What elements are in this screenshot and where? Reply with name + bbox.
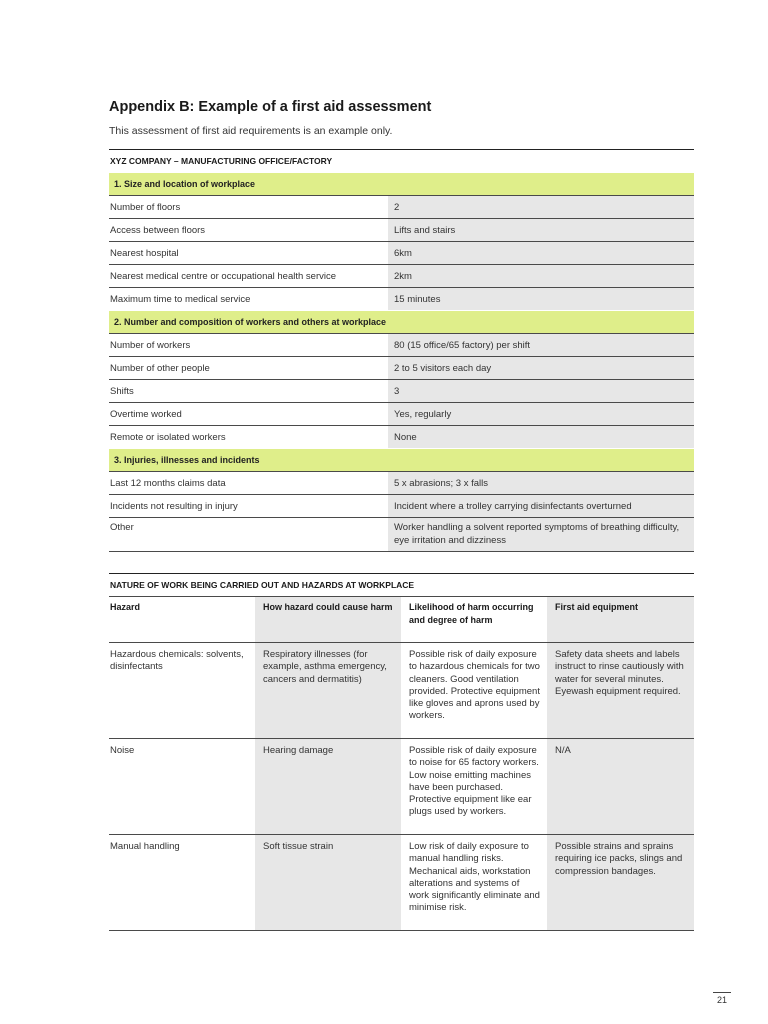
table-row [109,219,694,242]
row-value: 2 [388,196,694,219]
column-header: Hazard [109,597,255,643]
equipment-cell: Safety data sheets and labels instruct to rinse cautiously with water for several minutes. Eyewash equipment required. [547,643,694,739]
row-label: Other [109,518,388,552]
table-row [109,265,694,288]
table-row [109,357,694,380]
table-row [109,495,694,518]
column-header: Likelihood of harm occurring and degree of harm [401,597,547,643]
table-row [109,334,694,357]
row-value: 3 [388,380,694,403]
column-header: First aid equipment [547,597,694,643]
likelihood-cell: Low risk of daily exposure to manual handling risks. Mechanical aids, workstation alterations and systems of work significantly eliminate and minimise risk. [401,835,547,931]
column-header-row [109,597,694,643]
row-label: Incidents not resulting in injury [109,495,388,518]
row-value: 80 (15 office/65 factory) per shift [388,334,694,357]
table-row [109,242,694,265]
table-row [109,643,694,739]
hazard-cell: Manual handling [109,835,255,931]
page-subtitle: This assessment of first aid requirements is an example only. [109,125,393,137]
row-label: Nearest hospital [109,242,388,265]
section-label: 1. Size and location of workplace [109,173,694,196]
hazard-cell: Noise [109,739,255,835]
row-value: 2 to 5 visitors each day [388,357,694,380]
hazards-table [109,573,694,931]
section-row [109,311,694,334]
row-label: Last 12 months claims data [109,472,388,495]
row-value: Worker handling a solvent reported symptoms of breathing difficulty, eye irritation and dizziness [388,518,694,552]
row-value: Incident where a trolley carrying disinfectants overturned [388,495,694,518]
table-heading-row [109,150,694,173]
likelihood-cell: Possible risk of daily exposure to noise for 65 factory workers. Low noise emitting machines have been purchased. Protective equipment like ear plugs used by workers. [401,739,547,835]
section-label: 2. Number and composition of workers and others at workplace [109,311,694,334]
table-row [109,426,694,449]
table-row [109,288,694,311]
equipment-cell: N/A [547,739,694,835]
likelihood-cell: Possible risk of daily exposure to hazardous chemicals for two cleaners. Good ventilation provided. Protective equipment like gloves and aprons used by workers. [401,643,547,739]
row-value: 2km [388,265,694,288]
table-row [109,739,694,835]
row-label: Number of other people [109,357,388,380]
column-header: How hazard could cause harm [255,597,401,643]
table-row [109,518,694,552]
row-value: 6km [388,242,694,265]
hazard-cell: Hazardous chemicals: solvents, disinfectants [109,643,255,739]
harm-cell: Respiratory illnesses (for example, asthma emergency, cancers and dermatitis) [255,643,401,739]
section-label: 3. Injuries, illnesses and incidents [109,449,694,472]
section-row [109,173,694,196]
row-value: 15 minutes [388,288,694,311]
row-label: Nearest medical centre or occupational health service [109,265,388,288]
row-label: Number of workers [109,334,388,357]
table-heading: XYZ COMPANY – MANUFACTURING OFFICE/FACTORY [109,150,694,173]
row-label: Number of floors [109,196,388,219]
equipment-cell: Possible strains and sprains requiring ice packs, slings and compression bandages. [547,835,694,931]
section-row [109,449,694,472]
harm-cell: Hearing damage [255,739,401,835]
row-value: Yes, regularly [388,403,694,426]
page-number: 21 [713,992,731,1005]
table-row [109,380,694,403]
table-row [109,472,694,495]
table-row [109,835,694,931]
row-label: Overtime worked [109,403,388,426]
row-label: Shifts [109,380,388,403]
table-row [109,196,694,219]
row-value: Lifts and stairs [388,219,694,242]
row-value: 5 x abrasions; 3 x falls [388,472,694,495]
harm-cell: Soft tissue strain [255,835,401,931]
table-heading-row [109,574,694,597]
row-label: Access between floors [109,219,388,242]
first-aid-assessment-table [109,149,694,552]
page-title: Appendix B: Example of a first aid assessment [109,99,432,115]
table-heading: NATURE OF WORK BEING CARRIED OUT AND HAZARDS AT WORKPLACE [109,574,694,597]
row-label: Remote or isolated workers [109,426,388,449]
row-value: None [388,426,694,449]
row-label: Maximum time to medical service [109,288,388,311]
table-row [109,403,694,426]
